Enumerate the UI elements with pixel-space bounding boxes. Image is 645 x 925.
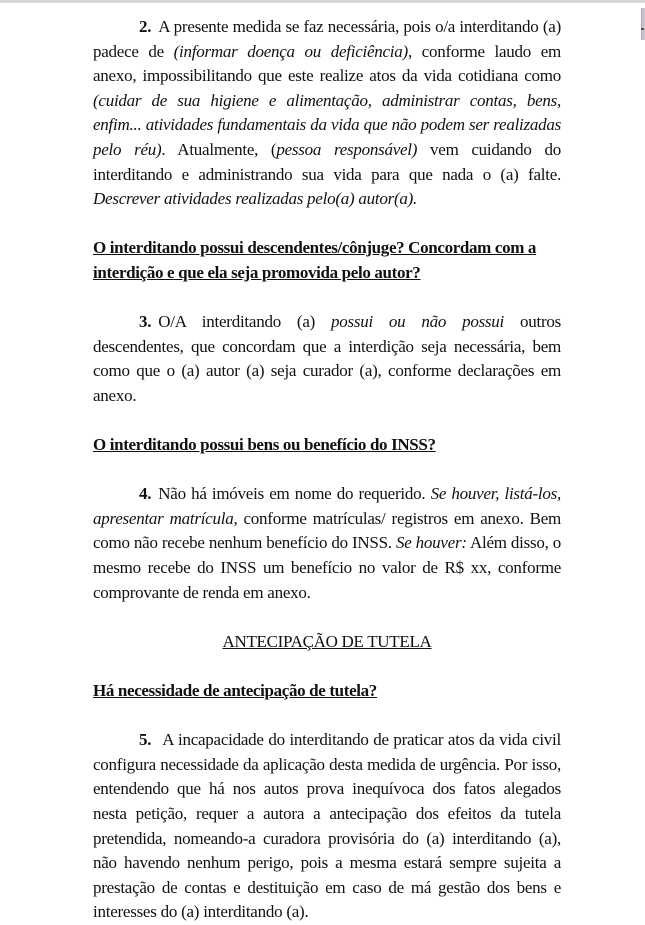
paragraph-text: A incapacidade do interditando de praticar atos da vida civil configura necessidade da aplicação desta medida de urgência. Por isso, entendendo que há nos autos prova inequívoca dos fatos alegados nesta petição, requer a autora a antecipação dos efeitos da tutela pretendida, nomeando-a curadora provisória do (a) interditando (a), não havendo nenhum perigo, pois a mesma estará sempre sujeita a prestação de contas e destituição em caso de má gestão dos bens e interesses do (a) interditando (a). <box>93 730 561 922</box>
placeholder-instruction: (informar doença ou deficiência) <box>173 41 408 61</box>
spacer <box>93 654 561 679</box>
paragraph-number: 3. <box>139 312 152 332</box>
spacer <box>93 212 561 237</box>
paragraph-4 <box>93 482 561 605</box>
placeholder-instruction: Se houver, listá-los, apresentar matrícula <box>93 484 562 528</box>
placeholder-instruction: (cuidar de sua higiene e alimentação, administrar contas, bens, enfim... atividades fundamentais da vida que não podem ser realizadas pelo réu) <box>93 90 561 159</box>
window-top-border <box>0 0 645 3</box>
paragraph-text: O/A interditando (a) <box>158 312 331 332</box>
document-page <box>93 15 561 925</box>
spacer <box>93 286 561 311</box>
section-title: ANTECIPAÇÃO DE TUTELA <box>222 631 432 651</box>
paragraph-text: A presente medida se faz necessária, pois o/a interditando (a) padece de <box>93 17 561 61</box>
paragraph-number: 4. <box>139 484 152 504</box>
placeholder-instruction: pessoa responsável) <box>276 139 418 159</box>
paragraph-text: Além disso, o mesmo recebe do INSS um benefício no valor de R$ xx, conforme comprovante de renda em anexo. <box>93 533 561 602</box>
paragraph-number: 5. <box>139 730 152 750</box>
spacer <box>93 605 561 630</box>
placeholder-instruction: possui ou não possui <box>330 312 505 332</box>
paragraph-5 <box>93 728 561 925</box>
spacer <box>93 409 561 434</box>
placeholder-instruction: Descrever atividades realizadas pelo(a) autor(a). <box>93 189 418 209</box>
paragraph-text: , conforme matrículas/ registros em anexo. Bem como não recebe nenhum benefício do INSS. <box>93 508 561 553</box>
question-heading-descendants: O interditando possui descendentes/cônjuge? Concordam com a interdição e que ela seja promovida pelo autor? <box>93 238 537 282</box>
paragraph-text: . Atualmente, ( <box>161 139 277 159</box>
paragraph-2 <box>93 15 561 212</box>
spacer <box>93 458 561 483</box>
paragraph-text: outros descendentes, que concordam que a interdição seja necessária, bem como que o (a) autor (a) seja curador (a), conforme declarações em anexo. <box>93 312 561 405</box>
paragraph-number: 2. <box>139 17 152 36</box>
question-heading-assets: O interditando possui bens ou benefício do INSS? <box>93 435 436 455</box>
paragraph-text: vem cuidando do interditando e administrando sua vida para que nada o (a) falte. <box>93 139 562 184</box>
placeholder-instruction: Se houver: <box>395 533 467 553</box>
paragraph-text: Não há imóveis em nome do requerido. <box>158 484 431 504</box>
spacer <box>93 704 561 729</box>
question-heading-tutela: Há necessidade de antecipação de tutela? <box>93 681 377 701</box>
paragraph-text: , conforme laudo em anexo, impossibilitando que este realize atos da vida cotidiana como <box>93 41 561 86</box>
paragraph-3 <box>93 310 561 408</box>
scrollbar-thumb[interactable] <box>641 8 645 40</box>
